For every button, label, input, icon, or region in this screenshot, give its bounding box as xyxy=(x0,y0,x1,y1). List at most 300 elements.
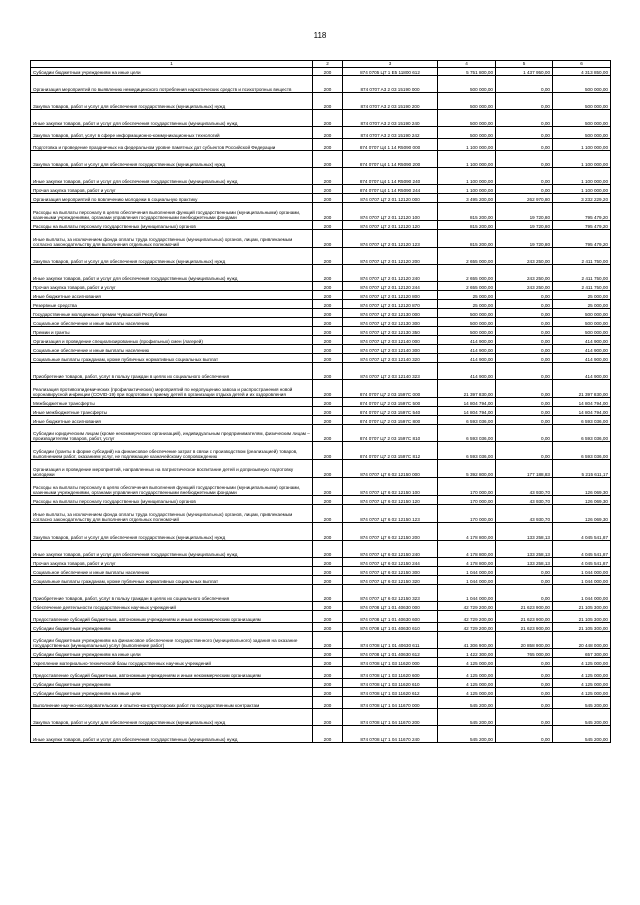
row-remaining: 1 044 000,00 xyxy=(553,585,611,602)
row-executed: 0,00 xyxy=(496,110,553,127)
row-executed: 21 623 900,00 xyxy=(496,623,553,632)
row-name: Выполнение научно-исследовательских и опытно-конструкторских работ по государственным контрактам xyxy=(31,697,313,709)
row-name: Субсидии бюджетным учреждениям на финансовое обеспечение государственного (муниципального) задания на оказание государственных (муниципальных) услуг (выполнение работ) xyxy=(31,632,313,649)
page-number: 118 xyxy=(313,31,327,40)
row-code: 200 xyxy=(313,649,343,658)
row-name: Субсидии бюджетным учреждениям xyxy=(31,623,313,632)
row-name: Иные закупки товаров, работ и услуг для обеспечения государственных (муниципальных) нужд xyxy=(31,726,313,743)
row-code: 200 xyxy=(313,567,343,576)
row-executed: 0,00 xyxy=(496,93,553,110)
row-budget-code: 874 0707 Ц7 2 01 12120 870 xyxy=(343,300,438,309)
row-remaining: 795 479,20 xyxy=(553,221,611,230)
row-code: 200 xyxy=(313,248,343,265)
table-row xyxy=(31,576,611,585)
table-row xyxy=(31,649,611,658)
table-row xyxy=(31,309,611,318)
row-budget-code: 874 0707 Ц4 1 14 R5090 000 xyxy=(343,139,438,151)
row-name: Премии и гранты xyxy=(31,327,313,336)
row-code: 200 xyxy=(313,380,343,398)
row-budget-code: 874 0707 Ц7 2 03 1597C 800 xyxy=(343,416,438,425)
table-row xyxy=(31,203,611,221)
row-budget-code: 874 0707 Ц7 2 03 1597C 500 xyxy=(343,398,438,407)
table-row xyxy=(31,248,611,265)
row-executed: 0,00 xyxy=(496,300,553,309)
row-approved: 500 000,00 xyxy=(438,318,496,327)
row-code: 200 xyxy=(313,230,343,248)
row-code: 200 xyxy=(313,354,343,363)
row-approved: 6 593 036,00 xyxy=(438,442,496,460)
row-executed: 43 930,70 xyxy=(496,478,553,496)
row-executed: 19 720,80 xyxy=(496,230,553,248)
row-budget-code: 874 0708 Ц7 1 01 40630 000 xyxy=(343,602,438,611)
table-row xyxy=(31,363,611,380)
row-approved: 14 804 794,00 xyxy=(438,407,496,416)
table-row xyxy=(31,93,611,110)
row-executed: 0,00 xyxy=(496,697,553,709)
row-remaining: 657 300,00 xyxy=(553,649,611,658)
row-executed: 19 720,80 xyxy=(496,221,553,230)
row-approved: 5 392 800,00 xyxy=(438,460,496,478)
row-budget-code: 874 0707 Ц7 6 02 12150 123 xyxy=(343,505,438,523)
row-name: Иные выплаты, за исключением фонда оплаты труда государственных (муниципальных) органов, лицам, привлекаемым согласно законодательству для выполнения отдельных полномочий xyxy=(31,505,313,523)
row-name: Закупка товаров, работ, услуг в сфере информационно-коммуникационных технологий xyxy=(31,127,313,139)
row-code: 200 xyxy=(313,679,343,688)
row-name: Закупка товаров, работ и услуг для обеспечения государственных (муниципальных) нужд xyxy=(31,248,313,265)
row-executed: 765 000,00 xyxy=(496,649,553,658)
row-remaining: 500 000,00 xyxy=(553,318,611,327)
row-approved: 41 306 900,00 xyxy=(438,632,496,649)
row-name: Субсидии бюджетным учреждениям xyxy=(31,679,313,688)
row-executed: 243 250,00 xyxy=(496,265,553,282)
row-approved: 500 000,00 xyxy=(438,127,496,139)
row-executed: 0,00 xyxy=(496,726,553,743)
row-executed: 43 930,70 xyxy=(496,505,553,523)
table-row xyxy=(31,709,611,726)
row-name: Субсидии юридическим лицам (кроме некоммерческих организаций), индивидуальным предпринимателям, физическим лицам – производителям товаров, работ, услуг xyxy=(31,425,313,442)
table-row xyxy=(31,632,611,649)
row-budget-code: 874 0707 Ц4 1 14 R5090 244 xyxy=(343,185,438,194)
row-name: Организация мероприятий по выявлению немедицинского потребления наркотических средств и психотропных веществ xyxy=(31,76,313,93)
column-number-2: 2 xyxy=(313,61,343,68)
row-executed: 0,00 xyxy=(496,345,553,354)
row-name: Иные закупки товаров, работ и услуг для обеспечения государственных (муниципальных) нужд xyxy=(31,168,313,185)
row-budget-code: 874 0708 Ц7 1 04 11670 000 xyxy=(343,697,438,709)
row-budget-code: 874 0707 Ц7 6 02 12150 323 xyxy=(343,585,438,602)
table-row xyxy=(31,354,611,363)
row-name: Субсидии бюджетным учреждениям на иные цели xyxy=(31,68,313,76)
row-approved: 500 000,00 xyxy=(438,309,496,318)
row-budget-code: 874 0707 Ц7 6 02 12150 244 xyxy=(343,558,438,567)
row-code: 200 xyxy=(313,585,343,602)
row-name: Социальное обеспечение и иные выплаты населению xyxy=(31,345,313,354)
table-row xyxy=(31,567,611,576)
row-name: Обеспечение деятельности государственных научных учреждений xyxy=(31,602,313,611)
row-budget-code: 874 0708 Ц7 1 03 11620 612 xyxy=(343,688,438,697)
row-remaining: 126 069,30 xyxy=(553,478,611,496)
row-budget-code: 874 0707 Ц7 2 02 12130 300 xyxy=(343,318,438,327)
row-name: Иные закупки товаров, работ и услуг для обеспечения государственных (муниципальных) нужд xyxy=(31,541,313,558)
row-remaining: 795 479,20 xyxy=(553,230,611,248)
table-row xyxy=(31,327,611,336)
row-approved: 414 900,00 xyxy=(438,345,496,354)
row-remaining: 545 200,00 xyxy=(553,709,611,726)
row-remaining: 3 232 229,20 xyxy=(553,194,611,203)
table-row xyxy=(31,76,611,93)
row-code: 200 xyxy=(313,318,343,327)
row-name: Субсидии (гранты в форме субсидий) на финансовое обеспечение затрат в связи с производством (реализацией) товаров, выполнением работ, оказанием услуг, не подлежащие казначейскому сопровождению xyxy=(31,442,313,460)
row-approved: 4 178 800,00 xyxy=(438,541,496,558)
row-code: 200 xyxy=(313,697,343,709)
row-name: Субсидии бюджетным учреждениям на иные цели xyxy=(31,649,313,658)
table-row xyxy=(31,460,611,478)
row-approved: 2 655 000,00 xyxy=(438,282,496,291)
row-name: Прочая закупка товаров, работ и услуг xyxy=(31,558,313,567)
row-executed: 0,00 xyxy=(496,327,553,336)
row-approved: 21 397 830,00 xyxy=(438,380,496,398)
row-remaining: 545 200,00 xyxy=(553,726,611,743)
row-executed: 243 250,00 xyxy=(496,282,553,291)
row-executed: 133 258,13 xyxy=(496,523,553,541)
row-remaining: 20 448 000,00 xyxy=(553,632,611,649)
row-code: 200 xyxy=(313,93,343,110)
row-code: 200 xyxy=(313,576,343,585)
table-row xyxy=(31,667,611,679)
row-code: 200 xyxy=(313,407,343,416)
row-executed: 0,00 xyxy=(496,309,553,318)
row-approved: 4 178 800,00 xyxy=(438,558,496,567)
row-name: Закупка товаров, работ и услуг для обеспечения государственных (муниципальных) нужд xyxy=(31,93,313,110)
column-number-6: 6 xyxy=(553,61,611,68)
row-executed: 20 858 900,00 xyxy=(496,632,553,649)
row-executed: 0,00 xyxy=(496,398,553,407)
row-name: Резервные средства xyxy=(31,300,313,309)
row-code: 200 xyxy=(313,623,343,632)
row-remaining: 545 200,00 xyxy=(553,697,611,709)
row-budget-code: 874 0708 Ц7 1 04 11670 200 xyxy=(343,709,438,726)
table-row xyxy=(31,407,611,416)
row-code: 200 xyxy=(313,611,343,623)
row-budget-code: 874 0707 Ц7 2 01 12120 244 xyxy=(343,282,438,291)
row-name: Прочая закупка товаров, работ и услуг xyxy=(31,282,313,291)
row-budget-code: 874 0708 Ц7 1 01 40630 611 xyxy=(343,632,438,649)
table-row xyxy=(31,611,611,623)
row-approved: 500 000,00 xyxy=(438,110,496,127)
table-row xyxy=(31,416,611,425)
row-code: 200 xyxy=(313,221,343,230)
row-remaining: 4 045 541,87 xyxy=(553,523,611,541)
row-code: 200 xyxy=(313,632,343,649)
row-code: 200 xyxy=(313,265,343,282)
row-executed: 0,00 xyxy=(496,151,553,168)
row-code: 200 xyxy=(313,398,343,407)
row-name: Закупка товаров, работ и услуг для обеспечения государственных (муниципальных) нужд xyxy=(31,709,313,726)
row-code: 200 xyxy=(313,300,343,309)
table-row xyxy=(31,151,611,168)
row-code: 200 xyxy=(313,110,343,127)
table-row xyxy=(31,679,611,688)
row-approved: 14 804 794,00 xyxy=(438,398,496,407)
row-name: Субсидии бюджетным учреждениям на иные цели xyxy=(31,688,313,697)
row-name: Приобретение товаров, работ, услуг в пользу граждан в целях их социального обеспечения xyxy=(31,585,313,602)
row-budget-code: 874 0707 Ц7 2 03 12140 300 xyxy=(343,345,438,354)
row-executed: 0,00 xyxy=(496,425,553,442)
row-executed: 0,00 xyxy=(496,442,553,460)
row-approved: 1 422 300,00 xyxy=(438,649,496,658)
row-budget-code: 874 0708 Ц7 1 04 11670 240 xyxy=(343,726,438,743)
row-budget-code: 874 0707 Ц7 2 02 12130 350 xyxy=(343,327,438,336)
row-remaining: 1 100 000,00 xyxy=(553,168,611,185)
row-executed: 0,00 xyxy=(496,576,553,585)
row-approved: 414 900,00 xyxy=(438,336,496,345)
row-executed: 0,00 xyxy=(496,318,553,327)
row-code: 200 xyxy=(313,726,343,743)
row-name: Приобретение товаров, работ, услуг в пользу граждан в целях их социального обеспечения xyxy=(31,363,313,380)
row-approved: 4 125 000,00 xyxy=(438,658,496,667)
row-name: Межбюджетные трансферты xyxy=(31,398,313,407)
row-code: 200 xyxy=(313,425,343,442)
row-remaining: 4 125 000,00 xyxy=(553,658,611,667)
row-remaining: 500 000,00 xyxy=(553,93,611,110)
row-budget-code: 874 0707 Ц7 2 01 12120 000 xyxy=(343,194,438,203)
row-executed: 0,00 xyxy=(496,688,553,697)
row-code: 200 xyxy=(313,345,343,354)
row-remaining: 4 125 000,00 xyxy=(553,688,611,697)
table-row xyxy=(31,185,611,194)
row-name: Иные межбюджетные трансферты xyxy=(31,407,313,416)
row-remaining: 21 105 300,00 xyxy=(553,611,611,623)
table-row xyxy=(31,602,611,611)
row-code: 200 xyxy=(313,505,343,523)
row-budget-code: 874 0708 Ц7 1 03 11620 000 xyxy=(343,658,438,667)
row-code: 200 xyxy=(313,309,343,318)
row-budget-code: 874 0707 Ц7 2 01 12120 123 xyxy=(343,230,438,248)
row-budget-code: 874 0707 Ц7 2 03 1597C 810 xyxy=(343,425,438,442)
row-executed: 0,00 xyxy=(496,658,553,667)
row-approved: 42 729 200,00 xyxy=(438,611,496,623)
row-executed: 21 623 900,00 xyxy=(496,602,553,611)
row-approved: 545 200,00 xyxy=(438,697,496,709)
row-approved: 500 000,00 xyxy=(438,76,496,93)
row-remaining: 1 100 000,00 xyxy=(553,185,611,194)
column-number-4: 4 xyxy=(438,61,496,68)
row-executed: 0,00 xyxy=(496,585,553,602)
row-code: 200 xyxy=(313,541,343,558)
row-code: 200 xyxy=(313,658,343,667)
table-row xyxy=(31,688,611,697)
row-name: Расходы на выплаты персоналу государственных (муниципальных) органов xyxy=(31,496,313,505)
row-remaining: 500 000,00 xyxy=(553,110,611,127)
row-name: Прочая закупка товаров, работ и услуг xyxy=(31,185,313,194)
row-executed: 0,00 xyxy=(496,127,553,139)
table-row xyxy=(31,658,611,667)
row-code: 200 xyxy=(313,523,343,541)
row-name: Социальные выплаты гражданам, кроме публичных нормативных социальных выплат xyxy=(31,354,313,363)
row-name: Организация и проведение мероприятий, направленных на патриотическое воспитание детей и допризывную подготовку молодежи xyxy=(31,460,313,478)
row-executed: 0,00 xyxy=(496,139,553,151)
table-row xyxy=(31,221,611,230)
row-approved: 1 044 000,00 xyxy=(438,585,496,602)
row-name: Иные закупки товаров, работ и услуг для обеспечения государственных (муниципальных) нужд xyxy=(31,265,313,282)
row-approved: 1 100 000,00 xyxy=(438,168,496,185)
row-name: Иные бюджетные ассигнования xyxy=(31,416,313,425)
row-budget-code: 874 0707 A3 2 03 15190 240 xyxy=(343,110,438,127)
row-approved: 25 000,00 xyxy=(438,300,496,309)
table-row xyxy=(31,194,611,203)
table-row xyxy=(31,585,611,602)
row-executed: 0,00 xyxy=(496,380,553,398)
row-remaining: 1 044 000,00 xyxy=(553,567,611,576)
row-executed: 133 258,13 xyxy=(496,558,553,567)
row-name: Иные выплаты, за исключением фонда оплаты труда государственных (муниципальных) органов, лицам, привлекаемым согласно законодательству для выполнения отдельных полномочий xyxy=(31,230,313,248)
row-name: Предоставление субсидий бюджетным, автономным учреждениям и иным некоммерческим организациям xyxy=(31,611,313,623)
budget-table xyxy=(30,60,611,743)
row-name: Предоставление субсидий бюджетным, автономным учреждениям и иным некоммерческим организациям xyxy=(31,667,313,679)
table-row xyxy=(31,380,611,398)
row-executed: 0,00 xyxy=(496,168,553,185)
row-code: 200 xyxy=(313,127,343,139)
row-approved: 4 125 000,00 xyxy=(438,679,496,688)
row-executed: 43 930,70 xyxy=(496,496,553,505)
row-code: 200 xyxy=(313,496,343,505)
row-name: Организация мероприятий по вовлечению молодежи в социальную практику xyxy=(31,194,313,203)
row-code: 200 xyxy=(313,667,343,679)
row-remaining: 1 100 000,00 xyxy=(553,139,611,151)
row-remaining: 126 069,30 xyxy=(553,505,611,523)
row-executed: 0,00 xyxy=(496,679,553,688)
table-row xyxy=(31,505,611,523)
row-name: Социальные выплаты гражданам, кроме публичных нормативных социальных выплат xyxy=(31,576,313,585)
row-remaining: 14 804 794,00 xyxy=(553,407,611,416)
row-approved: 815 200,00 xyxy=(438,203,496,221)
row-name: Расходы на выплаты персоналу в целях обеспечения выполнения функций государственными (муниципальными) органами, казенными учреждениями, органами управления государственными внебюджетными фондами xyxy=(31,478,313,496)
row-approved: 1 044 000,00 xyxy=(438,576,496,585)
row-remaining: 25 000,00 xyxy=(553,300,611,309)
row-approved: 1 100 000,00 xyxy=(438,151,496,168)
table-row xyxy=(31,496,611,505)
row-remaining: 6 593 036,00 xyxy=(553,425,611,442)
row-budget-code: 874 0707 Ц7 6 02 12150 240 xyxy=(343,541,438,558)
table-row xyxy=(31,442,611,460)
row-approved: 6 593 036,00 xyxy=(438,416,496,425)
row-budget-code: 874 0707 Ц7 6 02 12150 320 xyxy=(343,576,438,585)
row-executed: 262 970,80 xyxy=(496,194,553,203)
row-approved: 414 900,00 xyxy=(438,354,496,363)
row-budget-code: 874 0708 Ц7 1 01 40630 600 xyxy=(343,611,438,623)
row-executed: 133 258,13 xyxy=(496,541,553,558)
row-budget-code: 874 0707 Ц7 2 03 1597C 000 xyxy=(343,380,438,398)
row-code: 200 xyxy=(313,478,343,496)
row-remaining: 6 593 036,00 xyxy=(553,416,611,425)
row-budget-code: 874 0707 A3 2 03 15190 200 xyxy=(343,93,438,110)
row-executed: 19 720,80 xyxy=(496,203,553,221)
table-row xyxy=(31,168,611,185)
row-remaining: 500 000,00 xyxy=(553,127,611,139)
row-code: 200 xyxy=(313,327,343,336)
row-approved: 42 729 200,00 xyxy=(438,623,496,632)
row-budget-code: 874 0707 Ц7 2 01 12120 240 xyxy=(343,265,438,282)
table-row xyxy=(31,318,611,327)
row-budget-code: 874 0707 Ц7 2 03 12140 000 xyxy=(343,336,438,345)
table-row xyxy=(31,282,611,291)
row-budget-code: 874 0707 Ц7 2 03 1597C 812 xyxy=(343,442,438,460)
row-budget-code: 874 0707 Ц7 2 02 12130 000 xyxy=(343,309,438,318)
row-budget-code: 874 0707 A3 2 03 15190 242 xyxy=(343,127,438,139)
row-executed: 0,00 xyxy=(496,709,553,726)
row-name: Иные закупки товаров, работ и услуг для обеспечения государственных (муниципальных) нужд xyxy=(31,110,313,127)
row-remaining: 414 900,00 xyxy=(553,345,611,354)
row-name: Закупка товаров, работ и услуг для обеспечения государственных (муниципальных) нужд xyxy=(31,151,313,168)
row-budget-code: 874 0707 Ц7 2 01 12120 200 xyxy=(343,248,438,265)
table-row xyxy=(31,726,611,743)
row-budget-code: 874 0707 Ц7 6 02 12150 120 xyxy=(343,496,438,505)
row-code: 200 xyxy=(313,282,343,291)
table-row xyxy=(31,291,611,300)
row-executed: 0,00 xyxy=(496,416,553,425)
row-approved: 170 000,00 xyxy=(438,496,496,505)
row-budget-code: 874 0707 Ц7 2 01 12120 800 xyxy=(343,291,438,300)
row-executed: 0,00 xyxy=(496,363,553,380)
row-approved: 414 900,00 xyxy=(438,363,496,380)
row-remaining: 795 479,20 xyxy=(553,203,611,221)
row-remaining: 21 105 300,00 xyxy=(553,623,611,632)
row-approved: 815 200,00 xyxy=(438,221,496,230)
row-budget-code: 874 0707 Ц7 6 02 12150 100 xyxy=(343,478,438,496)
row-executed: 0,00 xyxy=(496,667,553,679)
row-remaining: 414 900,00 xyxy=(553,336,611,345)
row-code: 200 xyxy=(313,194,343,203)
row-approved: 545 200,00 xyxy=(438,726,496,743)
row-remaining: 500 000,00 xyxy=(553,309,611,318)
row-approved: 815 200,00 xyxy=(438,230,496,248)
table-row xyxy=(31,398,611,407)
row-code: 200 xyxy=(313,709,343,726)
table-row xyxy=(31,345,611,354)
row-approved: 3 495 200,00 xyxy=(438,194,496,203)
row-remaining: 126 069,30 xyxy=(553,496,611,505)
row-remaining: 500 000,00 xyxy=(553,76,611,93)
row-name: Иные бюджетные ассигнования xyxy=(31,291,313,300)
row-name: Расходы на выплаты персоналу государственных (муниципальных) органов xyxy=(31,221,313,230)
row-code: 200 xyxy=(313,558,343,567)
row-remaining: 4 125 000,00 xyxy=(553,679,611,688)
row-remaining: 21 105 300,00 xyxy=(553,602,611,611)
table-row xyxy=(31,425,611,442)
row-remaining: 14 804 794,00 xyxy=(553,398,611,407)
row-code: 200 xyxy=(313,336,343,345)
row-approved: 42 729 200,00 xyxy=(438,602,496,611)
row-code: 200 xyxy=(313,139,343,151)
table-row xyxy=(31,697,611,709)
row-remaining: 4 313 850,00 xyxy=(553,68,611,76)
row-approved: 1 044 000,00 xyxy=(438,567,496,576)
row-budget-code: 874 0708 Ц7 1 01 40630 610 xyxy=(343,623,438,632)
row-approved: 4 125 000,00 xyxy=(438,688,496,697)
row-code: 200 xyxy=(313,291,343,300)
row-code: 200 xyxy=(313,460,343,478)
row-approved: 6 593 036,00 xyxy=(438,425,496,442)
row-budget-code: 874 0707 Ц4 1 14 R5090 240 xyxy=(343,168,438,185)
row-name: Укрепление материально-технической базы государственных научных учреждений xyxy=(31,658,313,667)
row-executed: 0,00 xyxy=(496,407,553,416)
row-code: 200 xyxy=(313,602,343,611)
row-budget-code: 874 0707 Ц4 1 14 R5090 200 xyxy=(343,151,438,168)
row-remaining: 414 900,00 xyxy=(553,363,611,380)
row-name: Государственные молодежные премии Чувашской Республики xyxy=(31,309,313,318)
row-approved: 2 655 000,00 xyxy=(438,248,496,265)
row-budget-code: 874 0705 Ц7 1 E5 11800 612 xyxy=(343,68,438,76)
row-code: 200 xyxy=(313,688,343,697)
row-remaining: 414 900,00 xyxy=(553,354,611,363)
